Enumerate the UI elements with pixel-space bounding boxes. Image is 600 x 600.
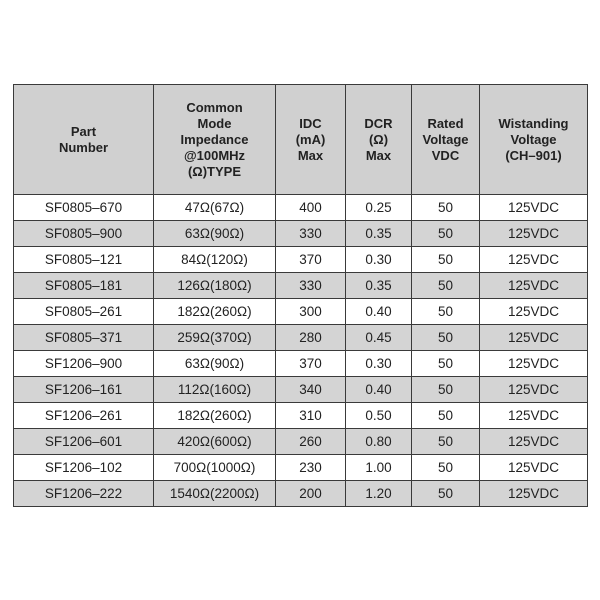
cell-rated-voltage: 50 — [412, 403, 480, 429]
cell-impedance: 420Ω(600Ω) — [154, 429, 276, 455]
cell-impedance: 259Ω(370Ω) — [154, 325, 276, 351]
table-row — [14, 403, 588, 429]
header-line: Max — [365, 147, 392, 163]
cell-dcr: 1.00 — [346, 455, 412, 481]
header-impedance — [154, 85, 276, 195]
cell-withstanding-voltage: 125VDC — [480, 455, 588, 481]
cell-dcr: 0.45 — [346, 325, 412, 351]
table-body — [14, 195, 588, 507]
cell-dcr: 0.30 — [346, 247, 412, 273]
cell-idc: 280 — [276, 325, 346, 351]
cell-idc: 300 — [276, 299, 346, 325]
cell-dcr: 0.50 — [346, 403, 412, 429]
cell-withstanding-voltage: 125VDC — [480, 377, 588, 403]
cell-withstanding-voltage: 125VDC — [480, 481, 588, 507]
cell-idc: 370 — [276, 351, 346, 377]
spec-table — [13, 84, 588, 507]
header-rated-voltage — [412, 85, 480, 195]
cell-rated-voltage: 50 — [412, 325, 480, 351]
cell-rated-voltage: 50 — [412, 351, 480, 377]
table-row — [14, 273, 588, 299]
header-line: Part — [70, 123, 97, 139]
cell-dcr: 0.40 — [346, 299, 412, 325]
cell-rated-voltage: 50 — [412, 273, 480, 299]
cell-part-number: SF0805–261 — [14, 299, 154, 325]
cell-dcr: 1.20 — [346, 481, 412, 507]
cell-withstanding-voltage: 125VDC — [480, 351, 588, 377]
cell-part-number: SF0805–181 — [14, 273, 154, 299]
cell-withstanding-voltage: 125VDC — [480, 429, 588, 455]
cell-part-number: SF0805–371 — [14, 325, 154, 351]
header-line: Voltage — [422, 131, 469, 147]
header-line: IDC — [299, 115, 322, 131]
cell-dcr: 0.25 — [346, 195, 412, 221]
cell-idc: 370 — [276, 247, 346, 273]
cell-impedance: 63Ω(90Ω) — [154, 221, 276, 247]
cell-part-number: SF1206–601 — [14, 429, 154, 455]
cell-rated-voltage: 50 — [412, 481, 480, 507]
cell-idc: 260 — [276, 429, 346, 455]
cell-dcr: 0.35 — [346, 221, 412, 247]
cell-part-number: SF0805–670 — [14, 195, 154, 221]
cell-rated-voltage: 50 — [412, 195, 480, 221]
cell-dcr: 0.40 — [346, 377, 412, 403]
cell-rated-voltage: 50 — [412, 299, 480, 325]
cell-impedance: 1540Ω(2200Ω) — [154, 481, 276, 507]
cell-part-number: SF1206–222 — [14, 481, 154, 507]
header-line: (Ω)TYPE — [187, 163, 242, 179]
table-row — [14, 325, 588, 351]
header-line: Common — [186, 99, 243, 115]
table-row — [14, 195, 588, 221]
cell-impedance: 182Ω(260Ω) — [154, 403, 276, 429]
cell-idc: 230 — [276, 455, 346, 481]
cell-withstanding-voltage: 125VDC — [480, 325, 588, 351]
header-row — [14, 85, 588, 195]
cell-impedance: 84Ω(120Ω) — [154, 247, 276, 273]
cell-withstanding-voltage: 125VDC — [480, 247, 588, 273]
cell-idc: 200 — [276, 481, 346, 507]
cell-idc: 310 — [276, 403, 346, 429]
cell-impedance: 700Ω(1000Ω) — [154, 455, 276, 481]
cell-rated-voltage: 50 — [412, 377, 480, 403]
header-line: DCR — [364, 115, 393, 131]
table-row — [14, 455, 588, 481]
header-line: (Ω) — [368, 131, 389, 147]
cell-impedance: 63Ω(90Ω) — [154, 351, 276, 377]
table-row — [14, 351, 588, 377]
cell-part-number: SF0805–900 — [14, 221, 154, 247]
cell-part-number: SF1206–261 — [14, 403, 154, 429]
header-part-number — [14, 85, 154, 195]
cell-rated-voltage: 50 — [412, 429, 480, 455]
header-idc — [276, 85, 346, 195]
table-row — [14, 299, 588, 325]
cell-dcr: 0.80 — [346, 429, 412, 455]
cell-idc: 330 — [276, 273, 346, 299]
cell-withstanding-voltage: 125VDC — [480, 195, 588, 221]
table-header — [14, 85, 588, 195]
header-line: Wistanding — [498, 115, 569, 131]
cell-part-number: SF1206–900 — [14, 351, 154, 377]
cell-dcr: 0.30 — [346, 351, 412, 377]
cell-idc: 330 — [276, 221, 346, 247]
header-line: (CH–901) — [505, 147, 562, 163]
header-line: Mode — [197, 115, 232, 131]
header-line: Max — [297, 147, 324, 163]
header-line: (mA) — [295, 131, 326, 147]
header-line: Impedance — [180, 131, 249, 147]
cell-idc: 340 — [276, 377, 346, 403]
cell-withstanding-voltage: 125VDC — [480, 403, 588, 429]
cell-part-number: SF1206–161 — [14, 377, 154, 403]
table-row — [14, 481, 588, 507]
header-line: VDC — [431, 147, 460, 163]
header-line: Number — [58, 139, 109, 155]
table-row — [14, 221, 588, 247]
table-row — [14, 377, 588, 403]
header-line: Rated — [427, 115, 464, 131]
cell-impedance: 112Ω(160Ω) — [154, 377, 276, 403]
cell-rated-voltage: 50 — [412, 221, 480, 247]
cell-part-number: SF1206–102 — [14, 455, 154, 481]
header-line: @100MHz — [183, 147, 246, 163]
cell-dcr: 0.35 — [346, 273, 412, 299]
cell-withstanding-voltage: 125VDC — [480, 299, 588, 325]
table-row — [14, 247, 588, 273]
cell-impedance: 182Ω(260Ω) — [154, 299, 276, 325]
cell-withstanding-voltage: 125VDC — [480, 221, 588, 247]
cell-impedance: 47Ω(67Ω) — [154, 195, 276, 221]
cell-withstanding-voltage: 125VDC — [480, 273, 588, 299]
header-dcr — [346, 85, 412, 195]
cell-rated-voltage: 50 — [412, 455, 480, 481]
header-withstanding-voltage — [480, 85, 588, 195]
cell-rated-voltage: 50 — [412, 247, 480, 273]
cell-part-number: SF0805–121 — [14, 247, 154, 273]
table-row — [14, 429, 588, 455]
header-line: Voltage — [510, 131, 557, 147]
cell-idc: 400 — [276, 195, 346, 221]
cell-impedance: 126Ω(180Ω) — [154, 273, 276, 299]
